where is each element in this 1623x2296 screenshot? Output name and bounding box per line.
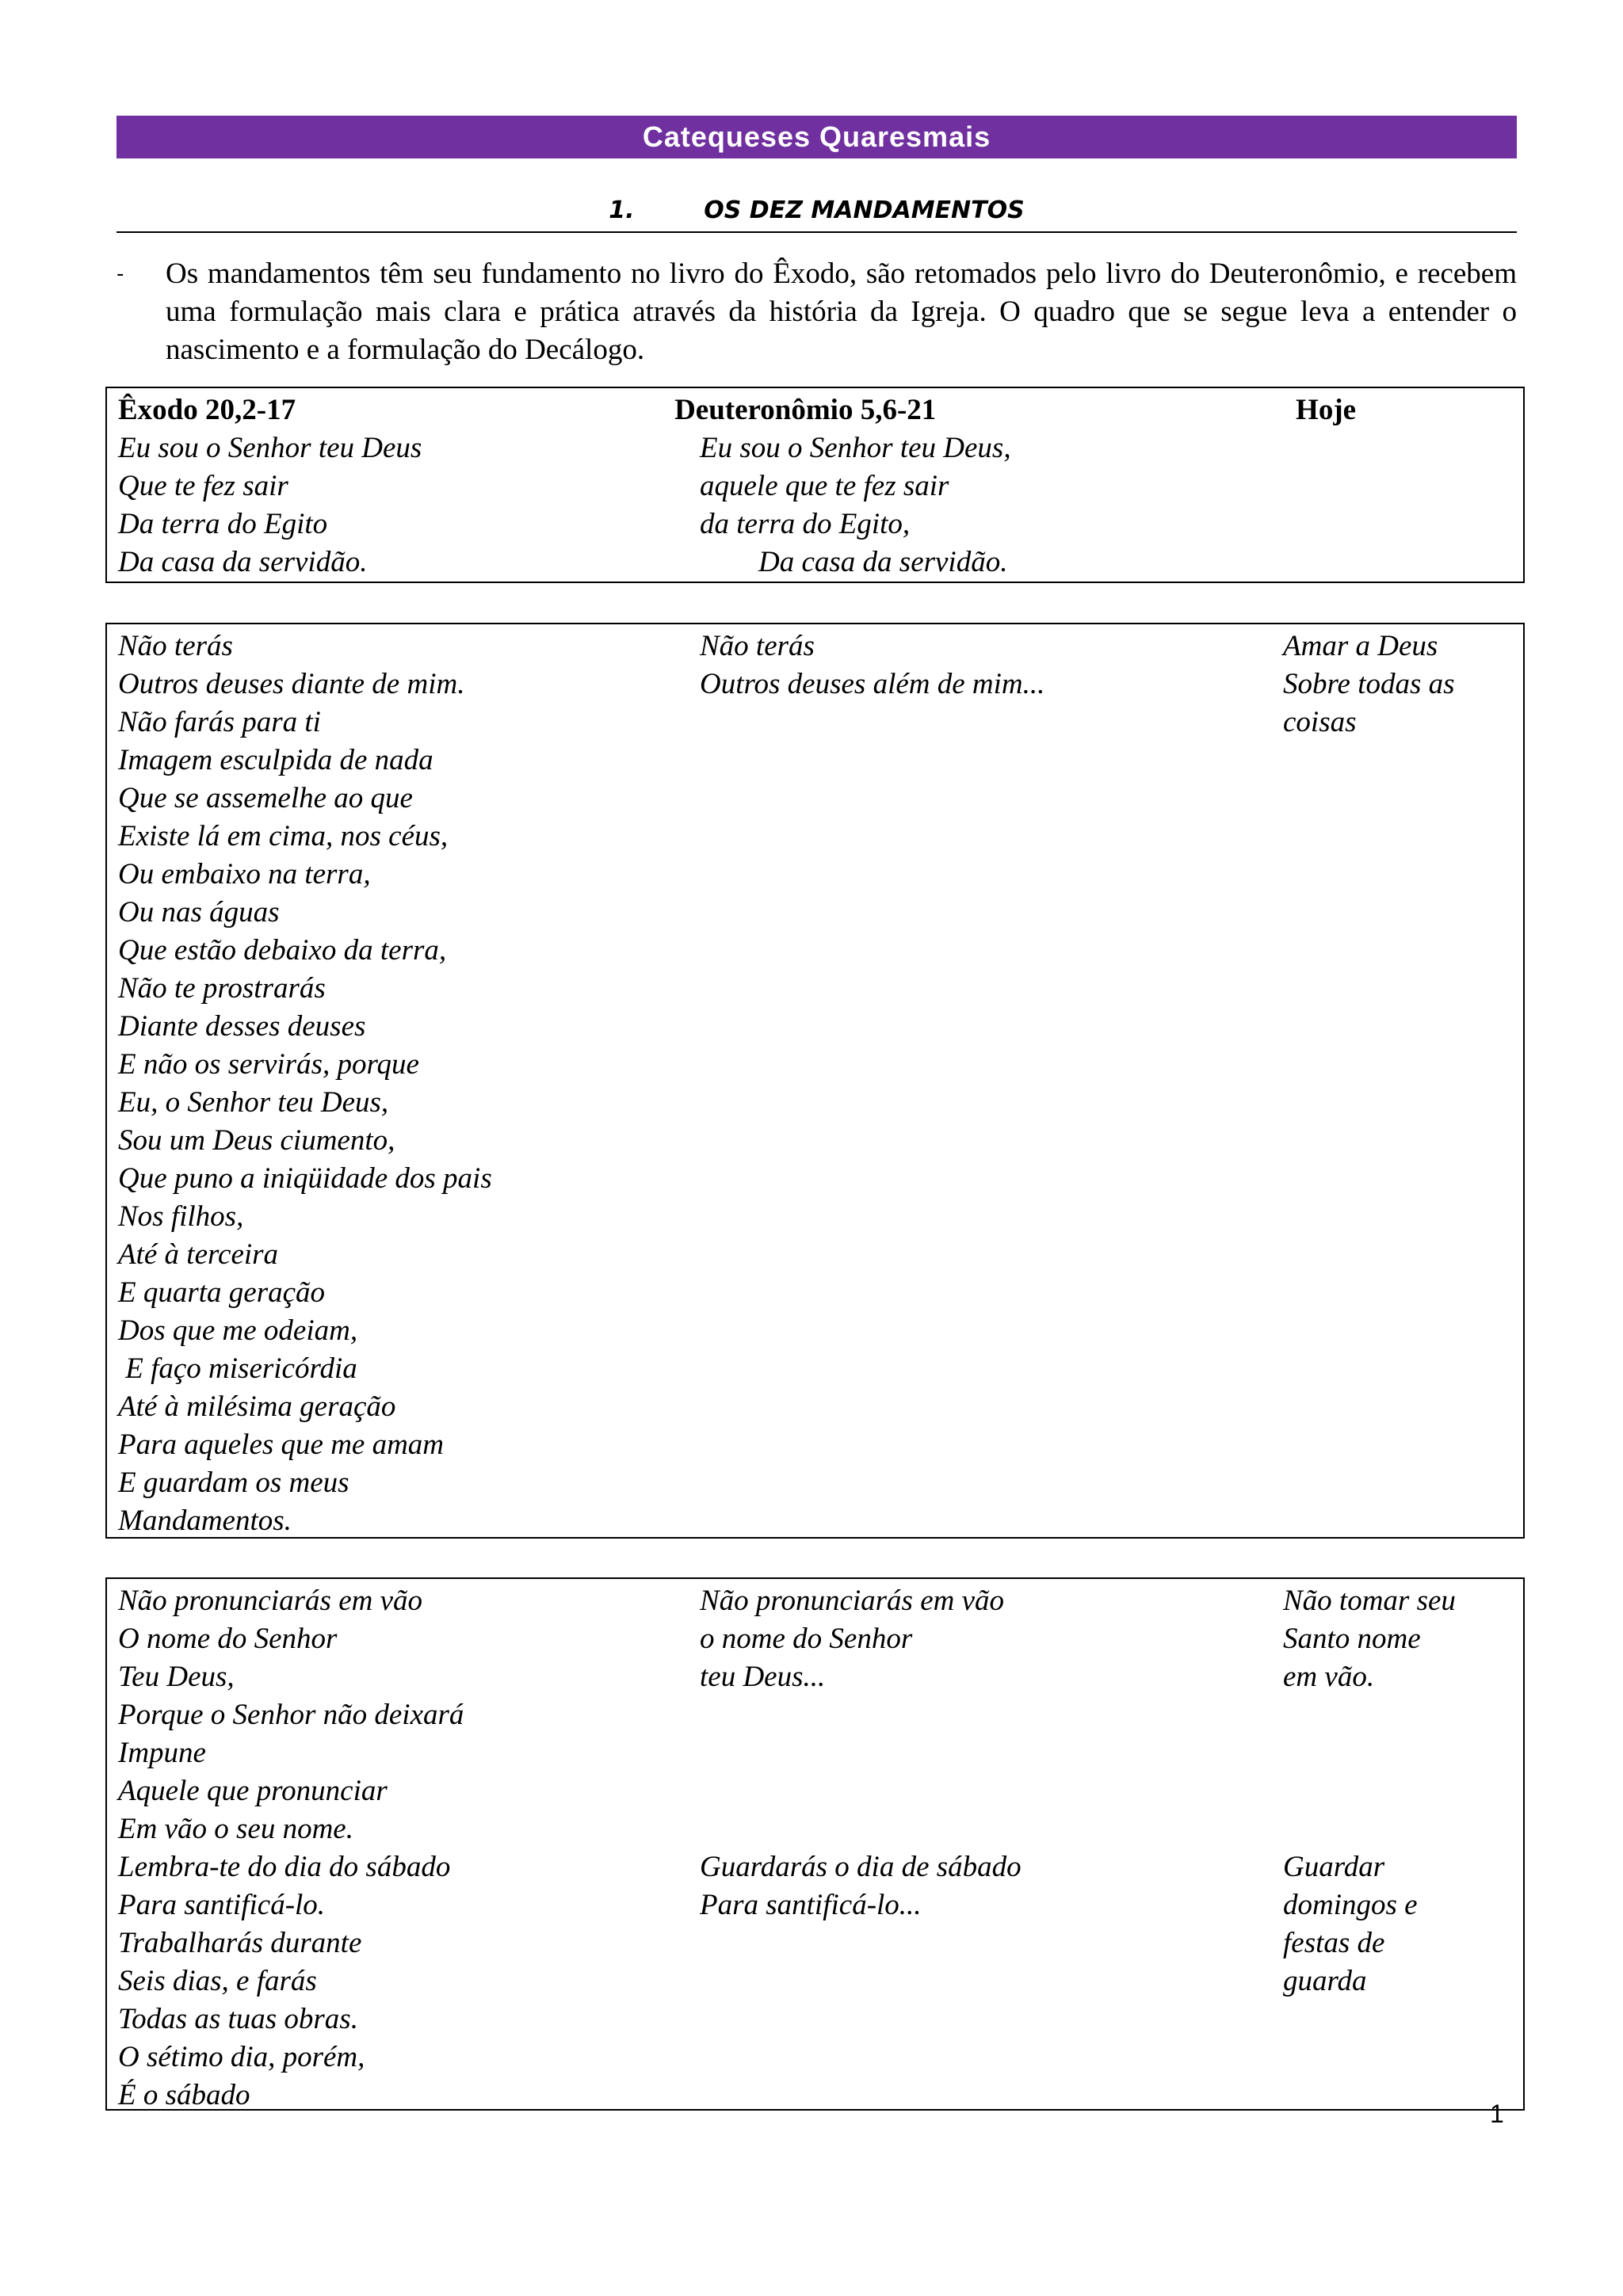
table-cell-line: E guardam os meus: [118, 1466, 349, 1499]
table-cell-line: [1283, 1810, 1521, 1848]
table-cell-line: em vão.: [1283, 1661, 1375, 1693]
table-cell-line: [700, 1696, 1283, 1734]
table-cell-line: Todas as tuas obras.: [118, 2003, 358, 2035]
section-title: [116, 190, 1517, 233]
table-cell-line: Porque o Senhor não deixará: [118, 1699, 464, 1731]
table-cell-line: Lembra-te do dia do sábado: [118, 1851, 451, 1883]
table-block-1: [105, 387, 1525, 583]
table-cell-line: Da terra do Egito: [118, 508, 328, 540]
table-cell-line: Não farás para ti: [118, 706, 321, 738]
table-block-2: [105, 623, 1525, 1539]
table-cell-line: É o sábado: [118, 2079, 250, 2111]
table-cell-line: O sétimo dia, porém,: [118, 2041, 365, 2073]
table-cell-line: Seis dias, e farás: [118, 1965, 317, 1997]
table-cell-line: Não pronunciarás em vão: [118, 1585, 423, 1617]
exodo-column: [107, 1582, 700, 2115]
table-cell-line: Para santificá-lo...: [700, 1889, 922, 1921]
table-cell-line: [1283, 1696, 1521, 1734]
exodo-column: [107, 627, 700, 1540]
table-cell-line: Para aqueles que me amam: [118, 1428, 445, 1461]
table-cell-line: [700, 1772, 1283, 1810]
table-cell-line: [700, 1734, 1283, 1772]
hoje-column: [1283, 1582, 1521, 2115]
table-cell-line: Da casa da servidão.: [700, 546, 1008, 578]
header-exodo: Êxodo 20,2-17: [118, 394, 296, 426]
table-cell-line: Ou nas águas: [118, 896, 280, 929]
table-cell-line: Que estão debaixo da terra,: [118, 934, 447, 967]
table-cell-line: Guardarás o dia de sábado: [700, 1851, 1022, 1883]
table-cell-line: Sou um Deus ciumento,: [118, 1124, 395, 1157]
bullet: -: [116, 262, 124, 286]
table-cell-line: Que te fez sair: [118, 470, 288, 502]
deuteronomio-column: [700, 627, 1283, 1540]
intro-paragraph: [116, 255, 1517, 369]
table-cell-line: domingos e: [1283, 1889, 1418, 1921]
hoje-column: [1283, 429, 1521, 582]
table-cell-line: aquele que te fez sair: [700, 470, 949, 502]
table-cell-line: festas de: [1283, 1927, 1385, 1959]
table-cell-line: Eu sou o Senhor teu Deus: [118, 432, 422, 464]
table-row: [107, 429, 1523, 582]
table-cell-line: Imagem esculpida de nada: [118, 744, 433, 776]
table-row: [107, 627, 1523, 1540]
deuteronomio-column: [700, 429, 1283, 582]
intro-text: Os mandamentos têm seu fundamento no livro do Êxodo, são retomados pelo livro do Deuteronômio, e recebem uma formulação mais clara e prática através da história da Igreja. O quadro que se segue leva a entender o nascimento e a formulação do Decálogo.: [166, 257, 1517, 366]
table-cell-line: o nome do Senhor: [700, 1623, 913, 1655]
table-cell-line: da terra do Egito,: [700, 508, 911, 540]
table-cell-line: E não os servirás, porque: [118, 1048, 419, 1081]
header-deuteronomio: Deuteronômio 5,6-21: [674, 394, 937, 426]
table-cell-line: Não terás: [118, 630, 233, 662]
table-cell-line: Amar a Deus: [1283, 630, 1438, 662]
table-cell-line: Ou embaixo na terra,: [118, 858, 371, 891]
table-cell-line: E faço misericórdia: [118, 1352, 357, 1385]
table-cell-line: Que puno a iniqüidade dos pais: [118, 1162, 492, 1195]
table-cell-line: Eu, o Senhor teu Deus,: [118, 1086, 389, 1119]
table-cell-line: coisas: [1283, 706, 1357, 738]
table-cell-line: E quarta geração: [118, 1276, 326, 1309]
table-block-3: [105, 1577, 1525, 2111]
table-cell-line: Outros deuses além de mim...: [700, 668, 1045, 700]
table-cell-line: Não terás: [700, 630, 815, 662]
deuteronomio-column: [700, 1582, 1283, 2115]
table-cell-line: Eu sou o Senhor teu Deus,: [700, 432, 1011, 464]
table-cell-line: Nos filhos,: [118, 1200, 244, 1233]
table-cell-line: Não tomar seu: [1283, 1585, 1456, 1617]
table-cell-line: Aquele que pronunciar: [118, 1775, 388, 1807]
header-title: Catequeses Quaresmais: [642, 120, 991, 153]
table-cell-line: guarda: [1283, 1965, 1367, 1997]
exodo-column: [107, 429, 700, 582]
table-cell-line: Existe lá em cima, nos céus,: [118, 820, 449, 852]
table-header-row: [107, 391, 1523, 429]
table-cell-line: [1283, 1734, 1521, 1772]
table-cell-line: Em vão o seu nome.: [118, 1813, 353, 1845]
table-cell-line: Até à milésima geração: [118, 1390, 396, 1423]
page-number: 1: [1490, 2100, 1504, 2128]
table-cell-line: Não te prostrarás: [118, 972, 326, 1005]
table-cell-line: Não pronunciarás em vão: [700, 1585, 1005, 1617]
section-number: 1.: [609, 196, 635, 224]
table-cell-line: Da casa da servidão.: [118, 546, 368, 578]
table-cell-line: Que se assemelhe ao que: [118, 782, 413, 814]
table-cell-line: [1283, 1772, 1521, 1810]
table-cell-line: Diante desses deuses: [118, 1010, 366, 1043]
table-cell-line: Guardar: [1283, 1851, 1385, 1883]
table-cell-line: Outros deuses diante de mim.: [118, 668, 465, 700]
table-cell-line: Teu Deus,: [118, 1661, 235, 1693]
table-cell-line: Impune: [118, 1737, 206, 1769]
table-cell-line: Santo nome: [1283, 1623, 1421, 1655]
header-hoje: Hoje: [1296, 394, 1357, 426]
header-bar: [116, 116, 1517, 158]
table-cell-line: Sobre todas as: [1283, 668, 1455, 700]
table-cell-line: Trabalharás durante: [118, 1927, 362, 1959]
hoje-column: [1283, 627, 1521, 1540]
table-cell-line: [700, 1810, 1283, 1848]
table-row: [107, 1582, 1523, 2115]
table-cell-line: Dos que me odeiam,: [118, 1314, 358, 1347]
table-cell-line: teu Deus...: [700, 1661, 826, 1693]
table-cell-line: O nome do Senhor: [118, 1623, 338, 1655]
section-title-text: OS DEZ MANDAMENTOS: [704, 196, 1025, 224]
table-cell-line: Mandamentos.: [118, 1505, 292, 1537]
table-cell-line: Para santificá-lo.: [118, 1889, 326, 1921]
table-cell-line: Até à terceira: [118, 1238, 279, 1271]
